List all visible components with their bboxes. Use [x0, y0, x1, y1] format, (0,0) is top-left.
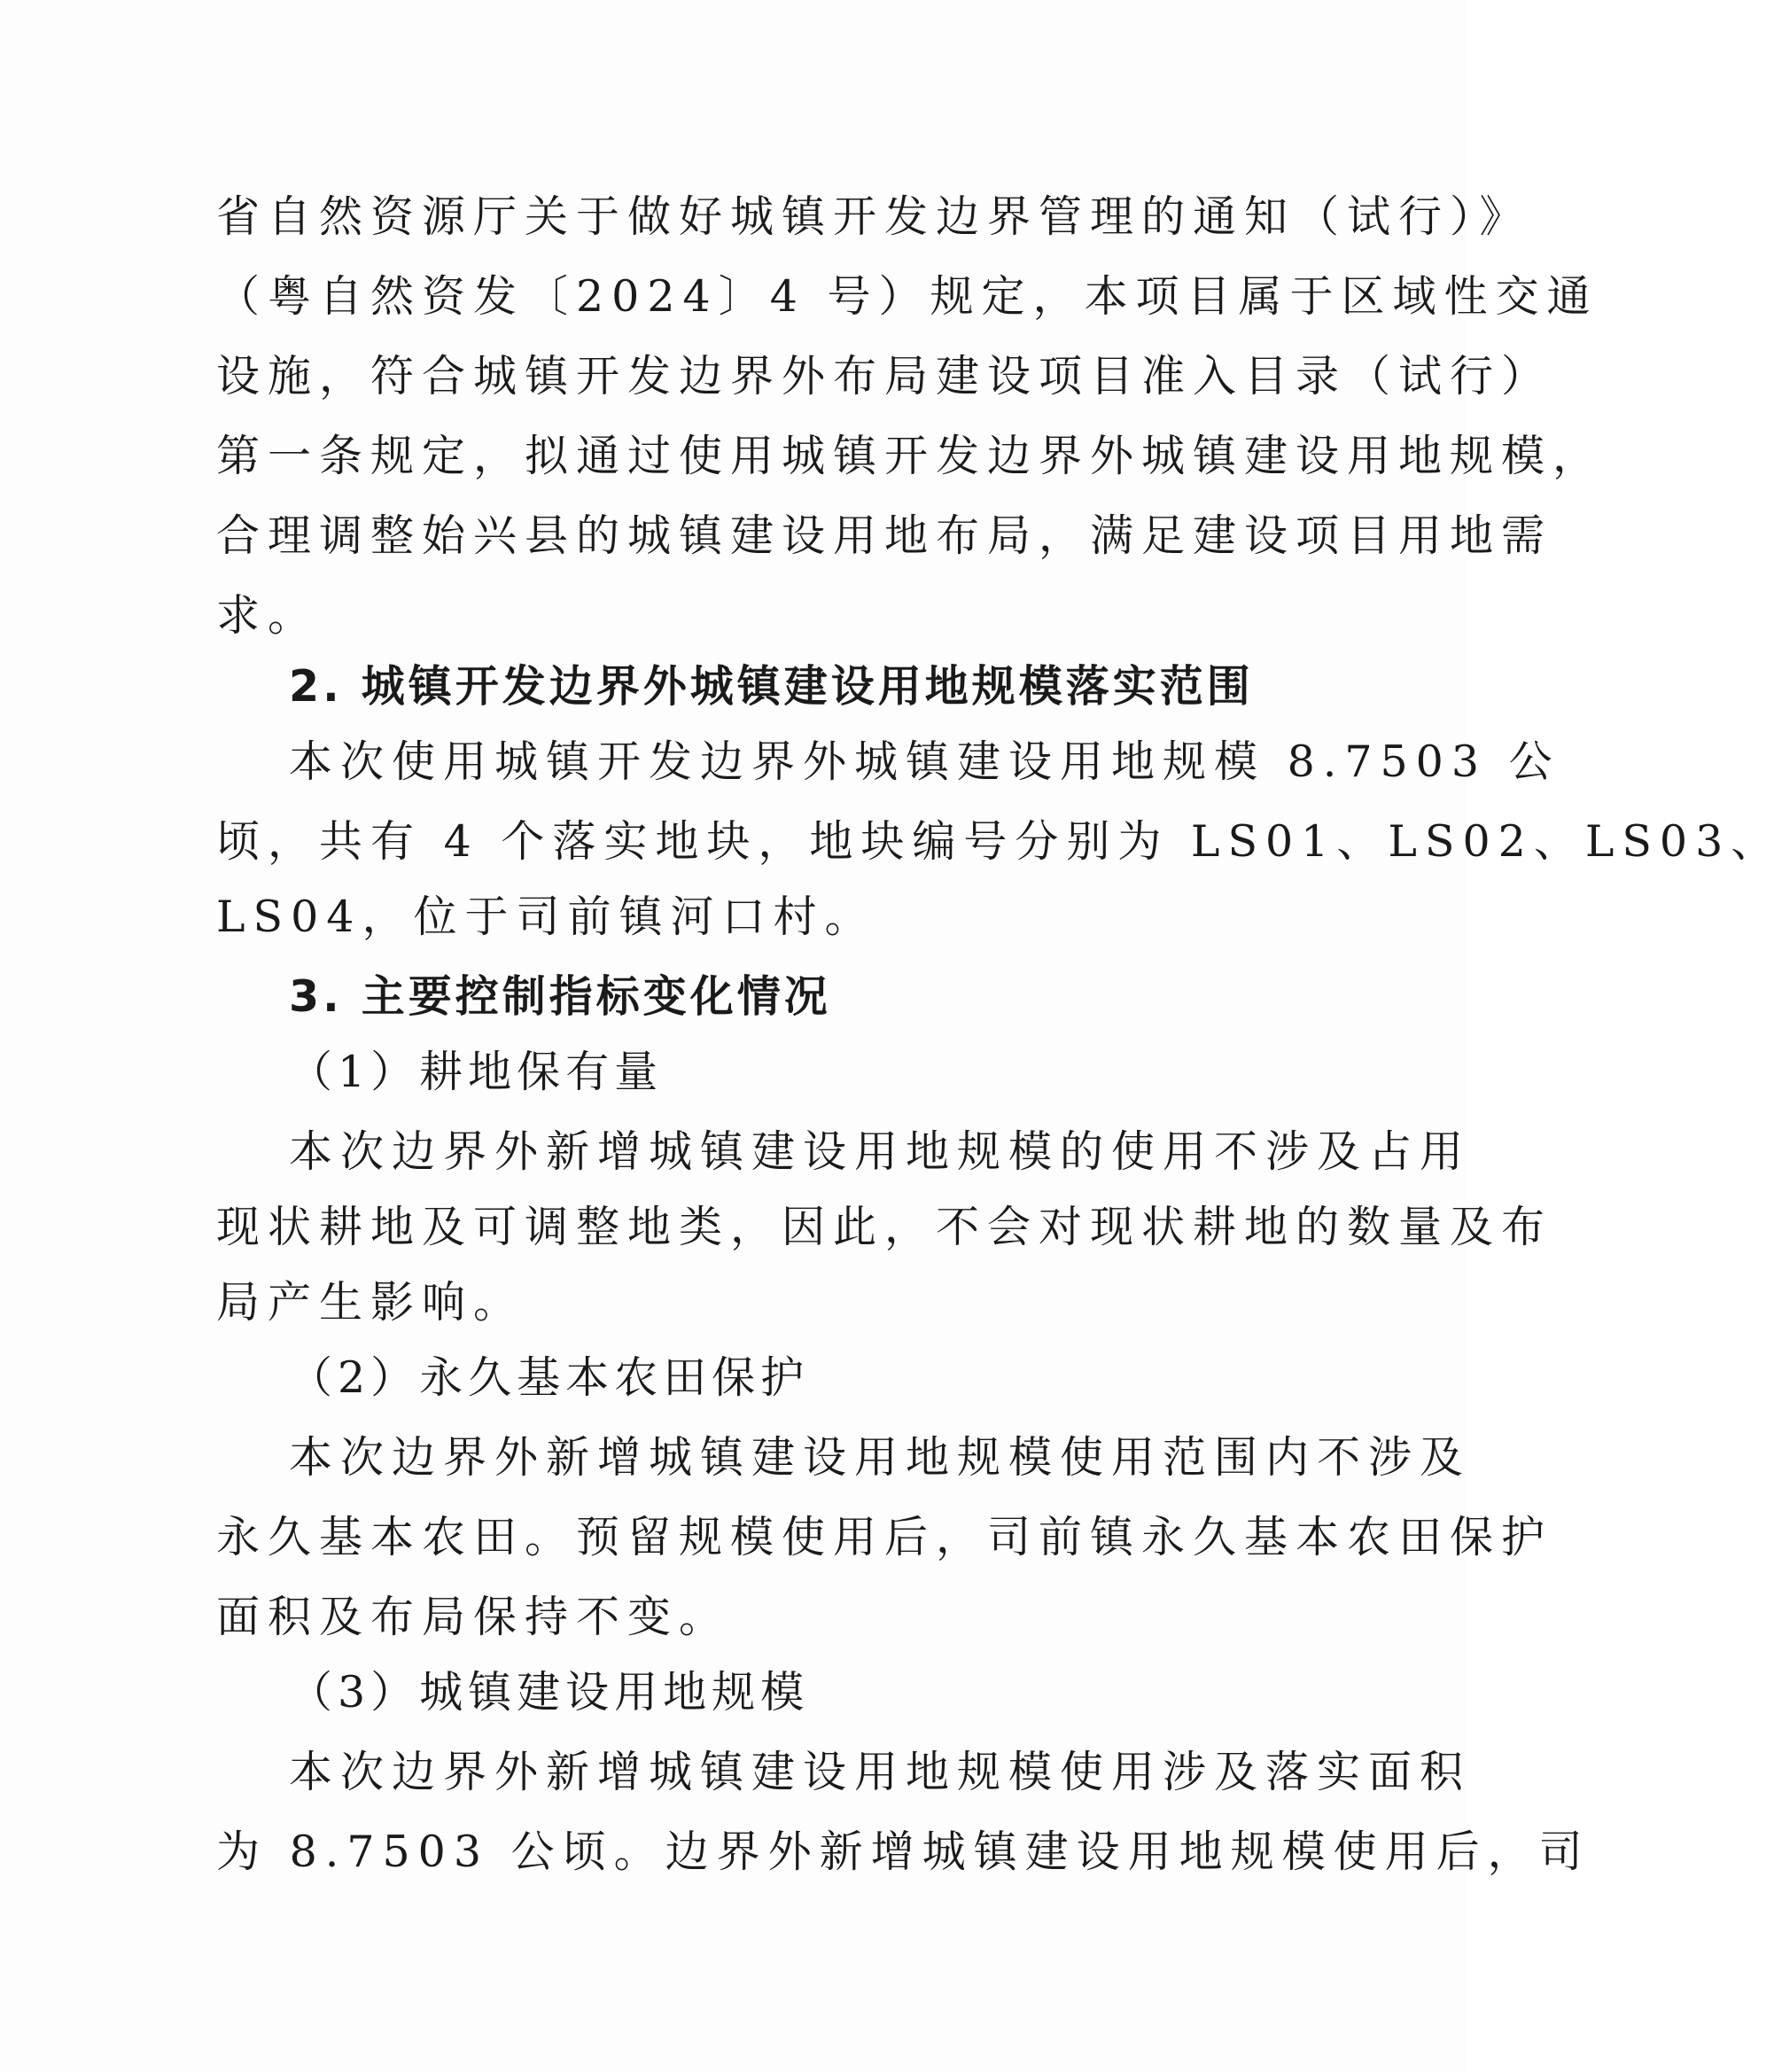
paragraph-line: 本次使用城镇开发边界外城镇建设用地规模 8.7503 公 — [289, 736, 1560, 787]
paragraph-line: 现状耕地及可调整地类，因此，不会对现状耕地的数量及布 — [216, 1202, 1553, 1252]
paragraph-line: （粤自然资发〔2024〕4 号）规定，本项目属于区域性交通 — [216, 271, 1599, 322]
paragraph-line: 本次边界外新增城镇建设用地规模使用涉及落实面积 — [289, 1747, 1472, 1797]
section-heading-3: 3. 主要控制指标变化情况 — [289, 971, 831, 1022]
section-heading-2: 2. 城镇开发边界外城镇建设用地规模落实范围 — [289, 661, 1254, 712]
subheading-2: （2）永久基本农田保护 — [289, 1352, 810, 1403]
paragraph-line: 设施，符合城镇开发边界外布局建设项目准入目录（试行） — [216, 351, 1553, 401]
paragraph-line: LS04，位于司前镇河口村。 — [216, 892, 876, 942]
paragraph-line: 局产生影响。 — [216, 1277, 525, 1328]
paragraph-line: 永久基本农田。预留规模使用后，司前镇永久基本农田保护 — [216, 1512, 1553, 1562]
subheading-3: （3）城镇建设用地规模 — [289, 1667, 810, 1718]
paragraph-line: 本次边界外新增城镇建设用地规模使用范围内不涉及 — [289, 1432, 1472, 1483]
paragraph-line: 第一条规定，拟通过使用城镇开发边界外城镇建设用地规模， — [216, 431, 1605, 481]
paragraph-line: 本次边界外新增城镇建设用地规模的使用不涉及占用 — [289, 1126, 1472, 1177]
paragraph-line: 顷，共有 4 个落实地块，地块编号分别为 LS01、LS02、LS03、 — [216, 816, 1782, 867]
paragraph-line: 省自然资源厅关于做好城镇开发边界管理的通知（试行）》 — [216, 191, 1531, 242]
paragraph-line: 求。 — [216, 590, 320, 641]
paragraph-line: 为 8.7503 公顷。边界外新增城镇建设用地规模使用后，司 — [216, 1827, 1591, 1877]
subheading-1: （1）耕地保有量 — [289, 1047, 664, 1097]
paragraph-line: 合理调整始兴县的城镇建设用地布局，满足建设项目用地需 — [216, 510, 1553, 561]
paragraph-line: 面积及布局保持不变。 — [216, 1592, 731, 1642]
